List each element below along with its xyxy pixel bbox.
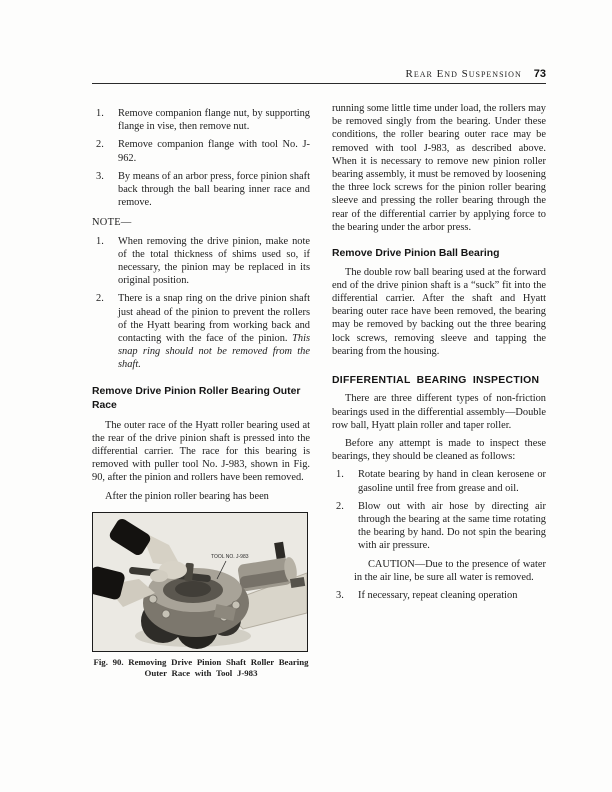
- bolt: [162, 610, 170, 618]
- list-text: If necessary, repeat cleaning operation: [358, 590, 518, 602]
- list-item: [332, 468, 546, 494]
- list-text: Rotate bearing by hand in clean kerosene or gasoline until free from grease and oil.: [358, 469, 546, 494]
- paragraph: running some little time under load, the rollers may be removed singly from the bearing. Under these conditions, the roller bearing outer race may be removed with tool J-983, as described above. When it is necessary to remove new pinion roller bearing assembly, it must be removed by loosening the three lock screws for the pinion roller bearing sleeve and pressing the roller bearing through the rear of the differential carrier by applying force to the bearing under the arbor press.: [332, 103, 546, 233]
- list-item: [92, 138, 310, 164]
- paragraph: Before any attempt is made to inspect these bearings, they should be cleaned as follows:: [332, 438, 546, 463]
- right-column: [332, 102, 546, 602]
- figure-caption-line1: Fig. 90. Removing Drive Pinion Shaft Roller Bearing: [93, 656, 309, 667]
- list-number: 3.: [336, 590, 344, 602]
- running-head: Rear End Suspension: [405, 68, 522, 80]
- list-item: [332, 500, 546, 553]
- page-header: [92, 68, 546, 84]
- section-heading: Remove Drive Pinion Roller Bearing Outer Race: [92, 385, 301, 412]
- figure: [92, 512, 310, 679]
- list-item: [92, 107, 310, 133]
- hand: [150, 570, 168, 582]
- carrier-bore: [175, 581, 211, 597]
- list-number: 1.: [96, 235, 104, 247]
- list-text: When removing the drive pinion, make note of the total thickness of shims used so, if necessary, the pinion may be replaced in its original position.: [118, 235, 310, 287]
- list-number: 2.: [96, 139, 104, 151]
- list-item: [92, 235, 310, 288]
- list-text: Remove companion flange nut, by supporting flange in vise, then remove nut.: [118, 108, 310, 133]
- list-text: Blow out with air hose by directing air through the bearing at the same time rotating the bearing by hand. Do not spin the bearing with air pressure.: [358, 500, 546, 552]
- list-number: 1.: [336, 469, 344, 481]
- figure-photo: [92, 512, 308, 652]
- list-text-italic: This snap ring should not be removed from the shaft.: [118, 333, 310, 371]
- list-text-roman: There is a snap ring on the drive pinion shaft just ahead of the pinion to prevent the rollers of the Hyatt bearing from working back and contacting with the face of the pinion.: [118, 293, 310, 345]
- list-item: [92, 292, 310, 371]
- caution-note: CAUTION—Due to the presence of water in the air line, be sure all water is removed.: [354, 558, 546, 583]
- list-item: [332, 589, 546, 602]
- note-label: NOTE—: [92, 217, 132, 229]
- list-text: By means of an arbor press, force pinion shaft back through the ball bearing inner race and remove.: [118, 170, 310, 209]
- list-text: [118, 292, 310, 371]
- section-heading: Remove Drive Pinion Ball Bearing: [332, 248, 500, 260]
- list-number: 3.: [96, 170, 104, 182]
- left-column: [92, 102, 310, 679]
- paragraph: After the pinion roller bearing has been: [105, 490, 269, 502]
- list-item: [92, 170, 310, 210]
- bolt: [149, 595, 157, 603]
- photo-annotation: TOOL NO. J-983: [211, 553, 249, 560]
- list-number: 2.: [336, 500, 344, 512]
- section-heading: DIFFERENTIAL BEARING INSPECTION: [332, 374, 540, 386]
- photo-illustration: [93, 513, 307, 651]
- paragraph: There are three different types of non-friction bearings used in the differential assembly—Double row ball, Hyatt plain roller and taper roller.: [332, 393, 546, 431]
- list-number: 1.: [96, 108, 104, 119]
- figure-caption-line2: Outer Race with Tool J-983: [144, 667, 258, 678]
- list-text: Remove companion flange with tool No. J-962.: [118, 139, 310, 164]
- paragraph: The double row ball bearing used at the forward end of the drive pinion shaft is a “suck” fit into the differential carrier. After the shaft and Hyatt bearing outer race have been removed, the bearing may be removed by backing out the three bearing lock screws, removing sleeve and tapping the bearing from the housing.: [332, 266, 546, 357]
- list-number: 2.: [96, 293, 104, 305]
- page-number: 73: [533, 68, 546, 80]
- paragraph: The outer race of the Hyatt roller bearing used at the rear of the drive pinion shaft is pressed into the differential carrier. The race for this bearing is removed with puller tool No. J-983, shown in Fig. 90, after the pinion and rollers have been removed.: [92, 419, 310, 484]
